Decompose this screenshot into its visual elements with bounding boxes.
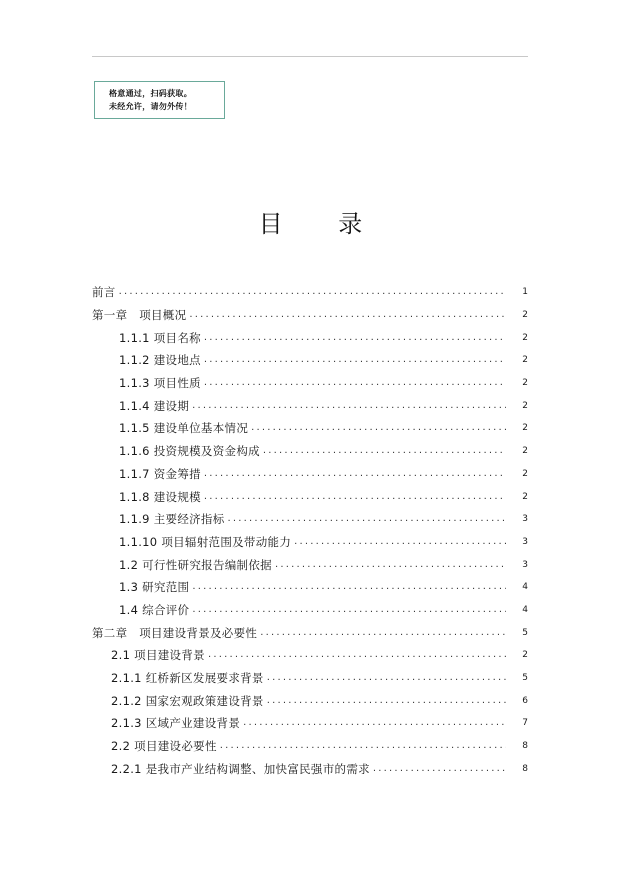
toc-leader-dots bbox=[204, 353, 506, 367]
toc-entry-label: 2.2 项目建设必要性 bbox=[111, 739, 217, 754]
toc-entry-page: 2 bbox=[522, 423, 528, 434]
toc-entry[interactable] bbox=[92, 553, 528, 576]
toc-entry-page: 2 bbox=[522, 400, 528, 411]
toc-leader-dots bbox=[263, 444, 506, 458]
toc-entry-page: 5 bbox=[522, 627, 528, 638]
toc-leader-dots bbox=[228, 512, 506, 526]
toc-entry-page: 2 bbox=[522, 491, 528, 502]
toc-entry-page: 7 bbox=[522, 718, 528, 729]
toc-leader-dots bbox=[220, 739, 506, 753]
toc-entry-page: 6 bbox=[522, 695, 528, 706]
toc-leader-dots bbox=[189, 308, 506, 322]
toc-leader-dots bbox=[204, 376, 506, 390]
toc-entry[interactable] bbox=[92, 576, 528, 599]
toc-entry-page: 4 bbox=[522, 582, 528, 593]
toc-entry[interactable] bbox=[92, 304, 528, 327]
toc-entry[interactable] bbox=[92, 417, 528, 440]
toc-entry[interactable] bbox=[92, 621, 528, 644]
table-of-contents bbox=[92, 281, 528, 780]
toc-entry[interactable] bbox=[92, 394, 528, 417]
toc-leader-dots bbox=[294, 535, 506, 549]
toc-entry[interactable] bbox=[92, 281, 528, 304]
toc-entry-label: 1.1.3 项目性质 bbox=[119, 376, 201, 391]
toc-entry-label: 2.1.3 区域产业建设背景 bbox=[111, 716, 241, 731]
toc-entry-label: 1.1.2 建设地点 bbox=[119, 353, 201, 368]
header-rule bbox=[92, 56, 528, 57]
toc-entry[interactable] bbox=[92, 757, 528, 780]
toc-entry[interactable] bbox=[92, 644, 528, 667]
toc-entry-page: 2 bbox=[522, 468, 528, 479]
toc-entry-page: 2 bbox=[522, 378, 528, 389]
toc-leader-dots bbox=[373, 762, 506, 776]
toc-entry-page: 2 bbox=[522, 446, 528, 457]
toc-entry-page: 2 bbox=[522, 332, 528, 343]
toc-entry-page: 8 bbox=[522, 741, 528, 752]
toc-entry[interactable] bbox=[92, 735, 528, 758]
stamp-line-1: 格意通过，扫码获取。 bbox=[109, 89, 192, 98]
toc-leader-dots bbox=[204, 331, 506, 345]
toc-entry-label: 1.1.9 主要经济指标 bbox=[119, 512, 225, 527]
toc-entry-label: 1.1.8 建设规模 bbox=[119, 489, 201, 504]
toc-entry-label: 前言 bbox=[92, 285, 116, 300]
toc-leader-dots bbox=[204, 467, 506, 481]
toc-entry[interactable] bbox=[92, 463, 528, 486]
toc-leader-dots bbox=[204, 490, 506, 504]
toc-leader-dots bbox=[243, 716, 506, 730]
toc-entry[interactable] bbox=[92, 712, 528, 735]
toc-entry-page: 2 bbox=[522, 310, 528, 321]
toc-entry[interactable] bbox=[92, 599, 528, 622]
toc-entry-label: 1.2 可行性研究报告编制依据 bbox=[119, 557, 272, 572]
stamp-line-2: 未经允许，请勿外传！ bbox=[109, 102, 192, 111]
toc-entry-label: 1.1.10 项目辐射范围及带动能力 bbox=[119, 534, 292, 549]
toc-entry[interactable] bbox=[92, 531, 528, 554]
toc-entry-label: 1.1.1 项目名称 bbox=[119, 330, 201, 345]
toc-entry-label: 2.2.1 是我市产业结构调整、加快富民强市的需求 bbox=[111, 761, 370, 776]
toc-entry[interactable] bbox=[92, 689, 528, 712]
toc-entry-label: 1.1.5 建设单位基本情况 bbox=[119, 421, 249, 436]
toc-leader-dots bbox=[267, 671, 506, 685]
toc-entry-label: 1.4 综合评价 bbox=[119, 602, 190, 617]
toc-entry-label: 第一章 项目概况 bbox=[92, 308, 187, 323]
toc-entry[interactable] bbox=[92, 349, 528, 372]
toc-entry[interactable] bbox=[92, 326, 528, 349]
toc-entry-page: 5 bbox=[522, 673, 528, 684]
toc-entry-page: 3 bbox=[522, 559, 528, 570]
page-title: 目 录 bbox=[258, 210, 387, 238]
toc-entry-page: 8 bbox=[522, 763, 528, 774]
toc-entry-page: 1 bbox=[522, 287, 528, 298]
toc-entry-page: 3 bbox=[522, 536, 528, 547]
toc-entry[interactable] bbox=[92, 667, 528, 690]
toc-leader-dots bbox=[275, 558, 506, 572]
toc-entry-label: 2.1 项目建设背景 bbox=[111, 648, 205, 663]
toc-leader-dots bbox=[267, 694, 506, 708]
toc-entry[interactable] bbox=[92, 508, 528, 531]
toc-entry-label: 1.1.7 资金筹措 bbox=[119, 466, 201, 481]
toc-leader-dots bbox=[119, 285, 506, 299]
toc-entry-label: 2.1.2 国家宏观政策建设背景 bbox=[111, 693, 264, 708]
toc-leader-dots bbox=[251, 421, 506, 435]
toc-entry-page: 2 bbox=[522, 355, 528, 366]
toc-leader-dots bbox=[208, 648, 506, 662]
toc-entry-label: 1.3 研究范围 bbox=[119, 580, 190, 595]
toc-leader-dots bbox=[260, 626, 506, 640]
toc-leader-dots bbox=[192, 399, 506, 413]
toc-entry-label: 1.1.4 建设期 bbox=[119, 398, 190, 413]
toc-entry-page: 4 bbox=[522, 604, 528, 615]
toc-entry[interactable] bbox=[92, 372, 528, 395]
toc-entry-label: 2.1.1 红桥新区发展要求背景 bbox=[111, 671, 264, 686]
toc-leader-dots bbox=[192, 580, 506, 594]
toc-entry[interactable] bbox=[92, 485, 528, 508]
watermark-stamp bbox=[94, 81, 225, 119]
toc-entry-page: 2 bbox=[522, 650, 528, 661]
toc-entry-page: 3 bbox=[522, 514, 528, 525]
toc-entry[interactable] bbox=[92, 440, 528, 463]
toc-entry-label: 1.1.6 投资规模及资金构成 bbox=[119, 444, 260, 459]
toc-leader-dots bbox=[192, 603, 506, 617]
toc-entry-label: 第二章 项目建设背景及必要性 bbox=[92, 625, 258, 640]
